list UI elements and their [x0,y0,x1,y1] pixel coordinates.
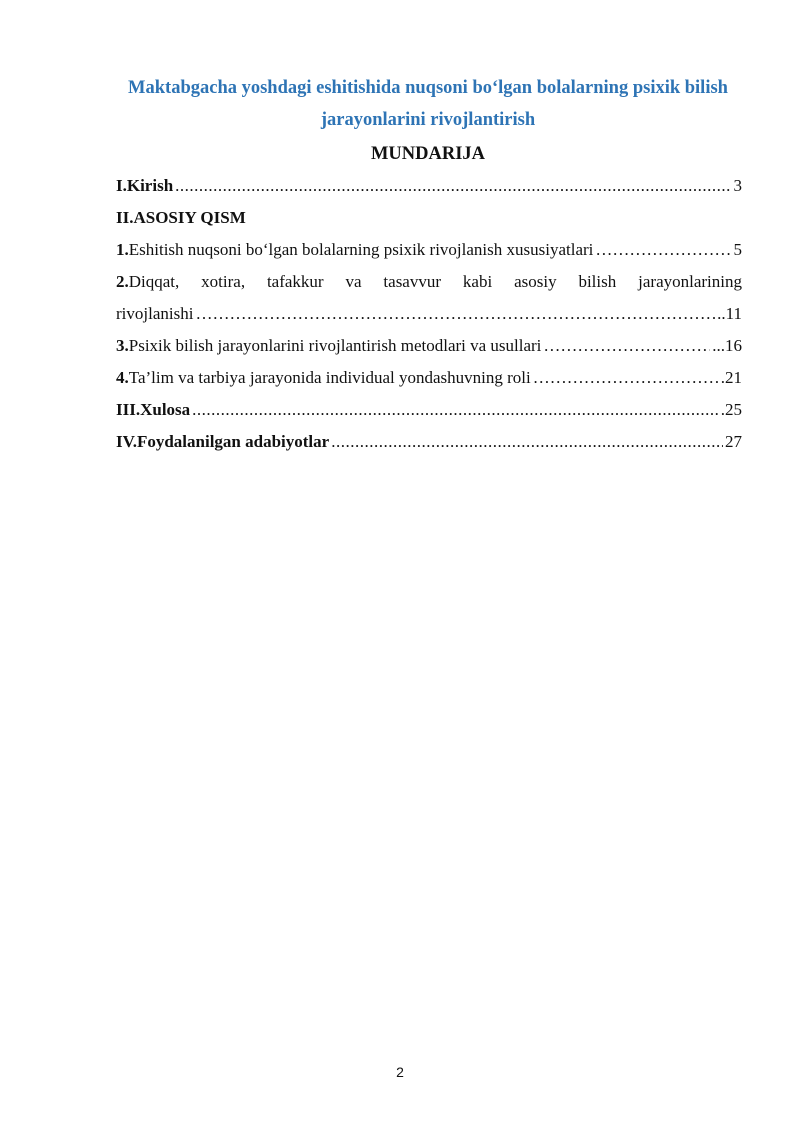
toc-entry-1 [116,234,742,266]
toc-entry-text [116,330,541,362]
toc-leader-dots [175,170,731,202]
toc-entry-number: 4. [116,368,129,387]
toc-entry-page: 27 [725,432,742,451]
toc-heading: MUNDARIJA [370,144,486,164]
toc-entry-2 [116,266,742,330]
toc-entry-3 [116,330,742,362]
toc-entry-number: 3. [116,336,129,355]
toc-entry-page: ..11 [717,304,742,323]
toc-entry-title: Ta’lim va tarbiya jarayonida individual yondashuvning roli [128,368,531,387]
title-line-2: jarayonlarini rivojlantirish [320,110,536,130]
toc-leader-dots [595,234,731,266]
toc-entry-page: .21 [720,368,742,387]
toc-entry-xulosa [116,394,742,426]
toc-leader-dots [533,362,719,394]
title-line-1: Maktabgacha yoshdagi eshitishida nuqsoni bo‘lgan bolalarning psixik bilish [128,78,728,98]
toc-section-label: II.ASOSIY QISM [116,208,246,227]
toc-entry-title-continued: rivojlanishi [116,304,194,323]
toc-entry-4 [116,362,742,394]
toc-entry-text [116,234,593,266]
toc-entry-label: I.Kirish [116,176,174,195]
page-number: 2 [396,1064,404,1080]
document-title [100,72,756,136]
toc-entry-title: Eshitish nuqsoni bo‘lgan bolalarning psixik rivojlanish xususiyatlari [128,240,594,259]
toc-entry-text-line1 [116,266,742,298]
toc-leader-dots [543,330,710,362]
toc-entry-text [116,362,531,394]
toc-entry-number: 1. [116,240,129,259]
toc-entry-page: ...16 [712,336,742,355]
toc-entry-title: Diqqat, xotira, tafakkur va tasavvur kabi asosiy bilish jarayonlarining [128,272,742,291]
toc-entry-text-line2 [116,298,742,330]
toc-entry-asosiy-qism [116,202,742,234]
toc-leader-dots [331,426,723,458]
toc-entry-title: Psixik bilish jarayonlarini rivojlantirish metodlari va usullari [128,336,542,355]
toc-entry-number: 2. [116,272,129,291]
toc-leader-dots [195,298,715,330]
toc-leader-dots [192,394,719,426]
toc-entry-label: III.Xulosa [116,400,191,419]
table-of-contents [116,170,742,458]
toc-entry-page: 3 [733,176,742,195]
toc-entry-adabiyotlar [116,426,742,458]
toc-entry-page: .25 [720,400,742,419]
toc-entry-label: IV.Foydalanilgan adabiyotlar [116,432,330,451]
toc-entry-page: 5 [733,240,742,259]
toc-entry-kirish [116,170,742,202]
